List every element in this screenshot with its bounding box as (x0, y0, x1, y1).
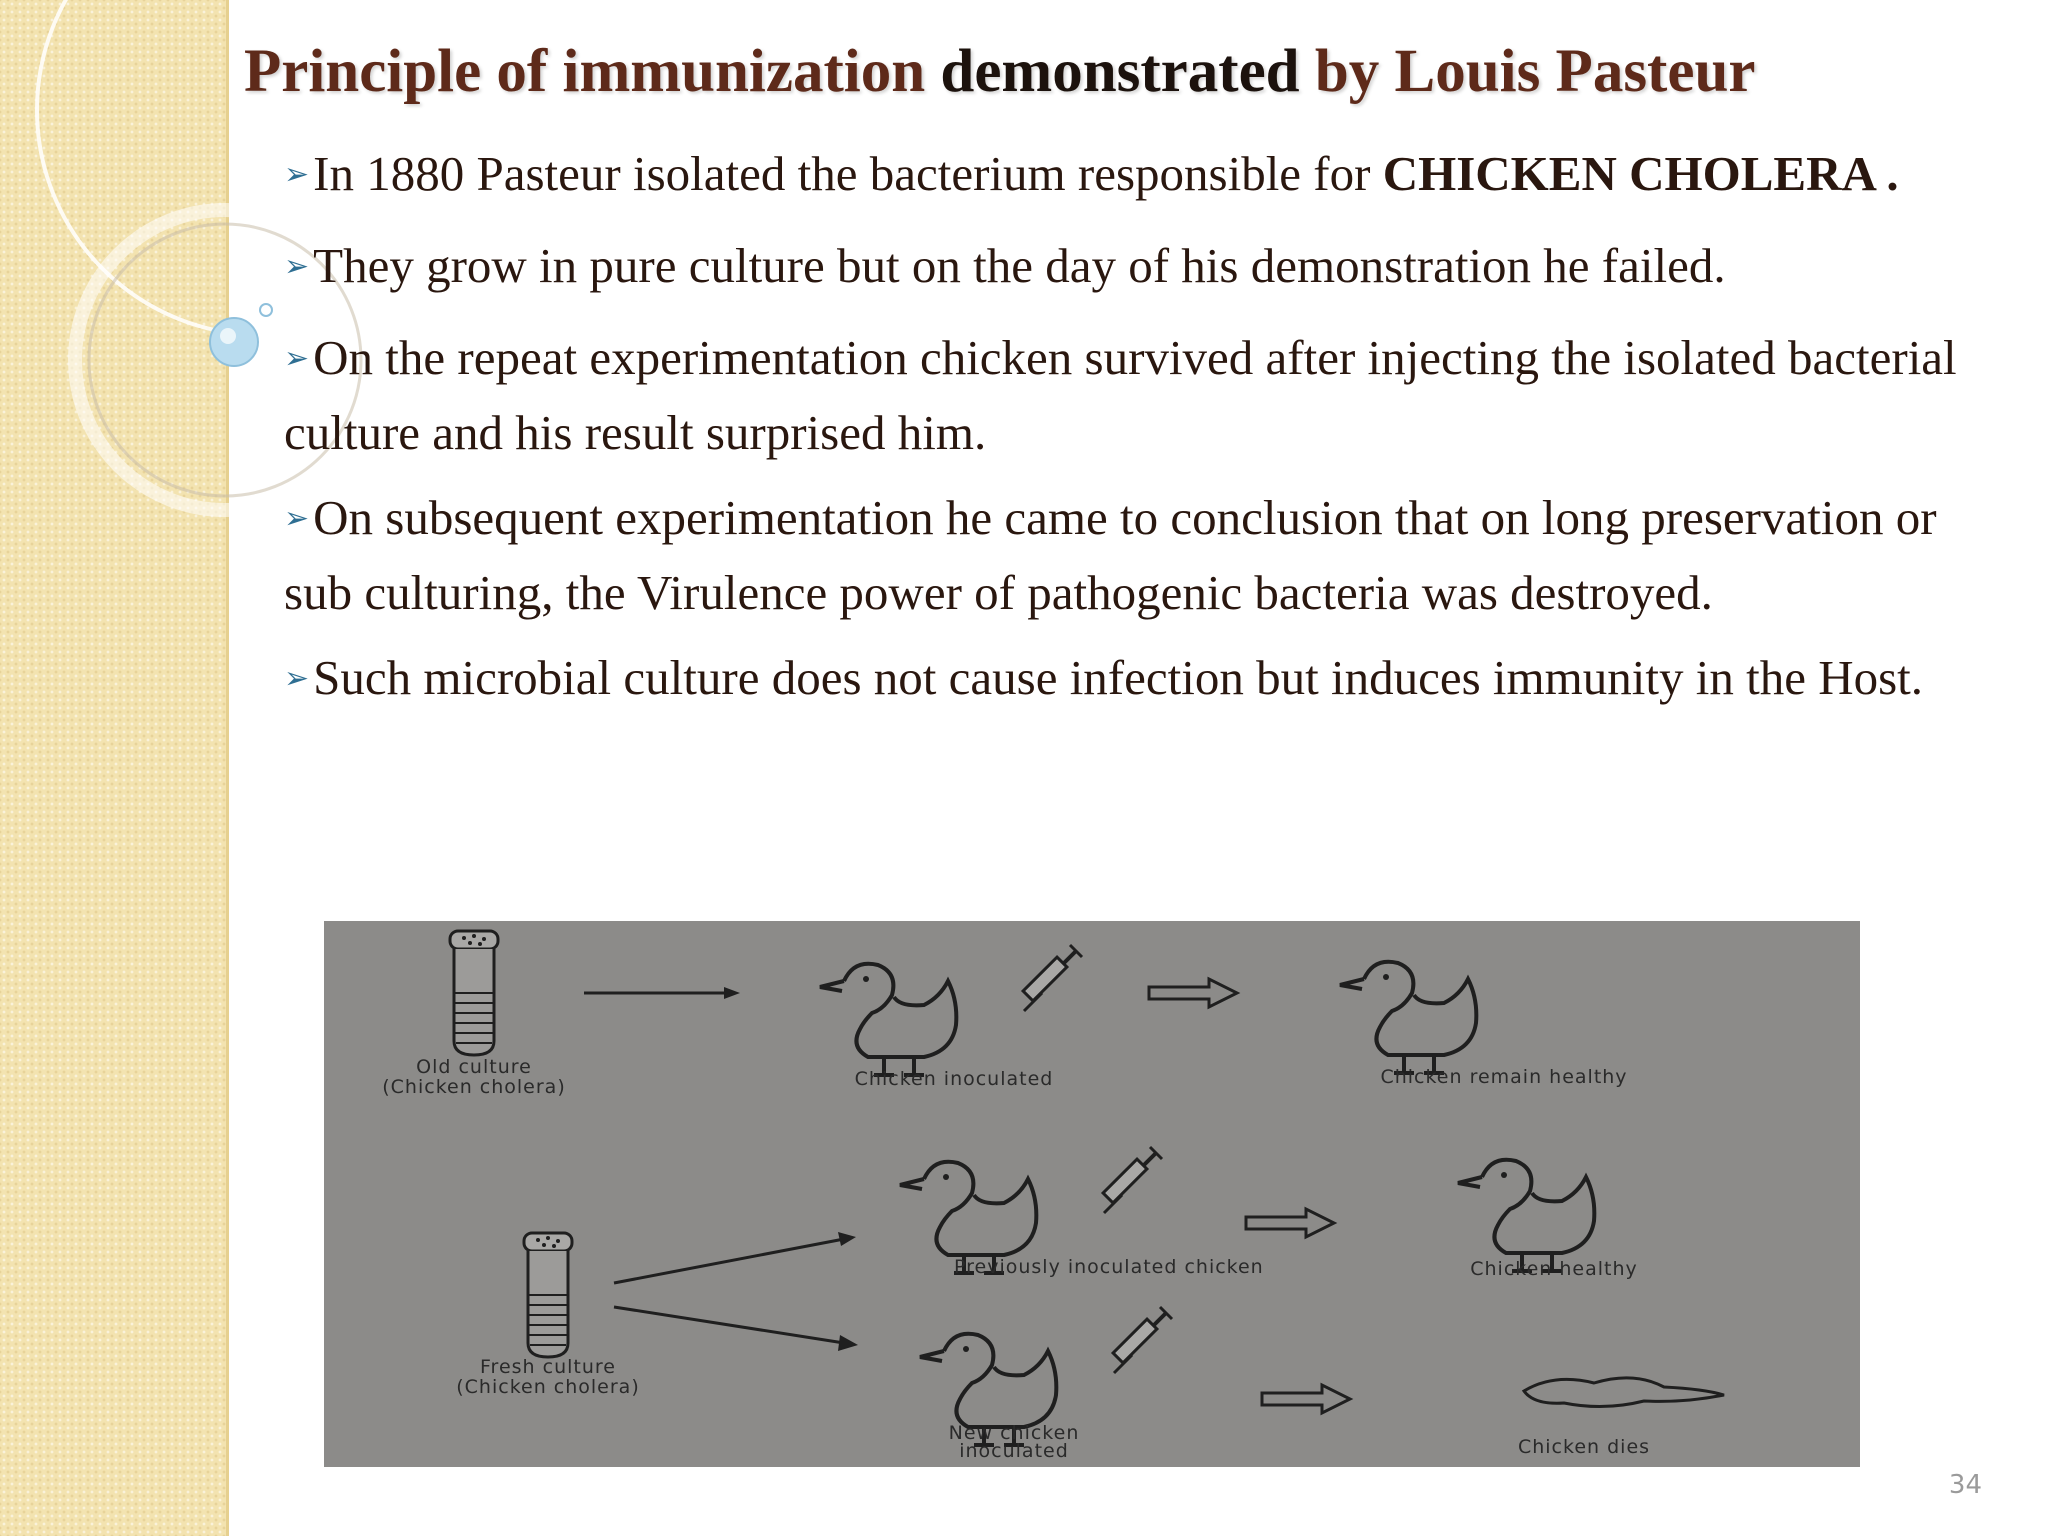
bullet-item-2: ➢They grow in pure culture but on the day of his demonstration he failed. (284, 238, 1726, 293)
chicken-healthy-drawing (1340, 962, 1476, 1073)
old-culture-tube (450, 931, 498, 1055)
label-chicken-healthy: Chicken healthy (1470, 1258, 1638, 1280)
arrow-bullet-icon: ➢ (284, 158, 310, 191)
figure-diagram (324, 921, 1860, 1467)
arrow-head (838, 1335, 858, 1351)
label-new-chicken-sub: inoculated (959, 1440, 1069, 1462)
bullet-item-1: ➢In 1880 Pasteur isolated the bacterium responsible for CHICKEN CHOLERA . (284, 146, 1899, 201)
label-chicken-remain-healthy: Chicken remain healthy (1380, 1066, 1628, 1088)
label-fresh-culture: Fresh culture (480, 1356, 616, 1378)
title-part3: by Louis Pasteur (1314, 38, 1756, 105)
label-previously-inoculated: Previously inoculated chicken (954, 1256, 1264, 1278)
syringe-icon (1103, 1147, 1162, 1213)
dead-chicken-drawing (1524, 1378, 1724, 1407)
bullet-item-5: ➢Such microbial culture does not cause infection but induces immunity in the Host. (284, 650, 1924, 705)
fresh-culture-tube (524, 1233, 572, 1357)
pasteur-experiment-figure (324, 921, 1860, 1467)
label-chicken-dies: Chicken dies (1517, 1436, 1651, 1458)
title-part2: demonstrated (940, 38, 1300, 105)
syringe-icon (1023, 945, 1082, 1011)
chicken-healthy-2-drawing (1458, 1160, 1594, 1271)
label-old-culture-sub: (Chicken cholera) (382, 1076, 566, 1098)
syringe-icon (1113, 1307, 1172, 1373)
arrow-bullet-icon: ➢ (284, 342, 310, 375)
bold-term: CHICKEN CHOLERA . (1382, 146, 1899, 201)
arrow-head (724, 987, 740, 999)
chicken-inoculated-drawing (820, 964, 956, 1075)
hollow-arrow-icon (1262, 1385, 1350, 1413)
arrow-bullet-icon: ➢ (284, 662, 310, 695)
label-new-chicken: New chicken (948, 1422, 1080, 1444)
label-chicken-inoculated: Chicken inoculated (854, 1068, 1054, 1090)
bullet-list (284, 140, 1984, 736)
label-old-culture: Old culture (416, 1056, 532, 1078)
bullet-item-4: ➢On subsequent experimentation he came to conclusion that on long preservation or sub culturing, the Virulence power of pathogenic bacteria was destroyed. (284, 490, 1937, 620)
arrow-line (614, 1239, 844, 1283)
page-number: 34 (1948, 1470, 1982, 1500)
title-part1: Principle of immunization (244, 38, 926, 105)
arrow-bullet-icon: ➢ (284, 502, 310, 535)
arrow-bullet-icon: ➢ (284, 250, 310, 283)
label-fresh-culture-sub: (Chicken cholera) (456, 1376, 640, 1398)
hollow-arrow-icon (1149, 979, 1237, 1007)
arrow-line (614, 1307, 844, 1343)
arrow-head (838, 1232, 856, 1246)
hollow-arrow-icon (1246, 1209, 1334, 1237)
bullet-item-3: ➢On the repeat experimentation chicken survived after injecting the isolated bacterial culture and his result surprised him. (284, 330, 1957, 460)
slide-title (244, 34, 2024, 110)
